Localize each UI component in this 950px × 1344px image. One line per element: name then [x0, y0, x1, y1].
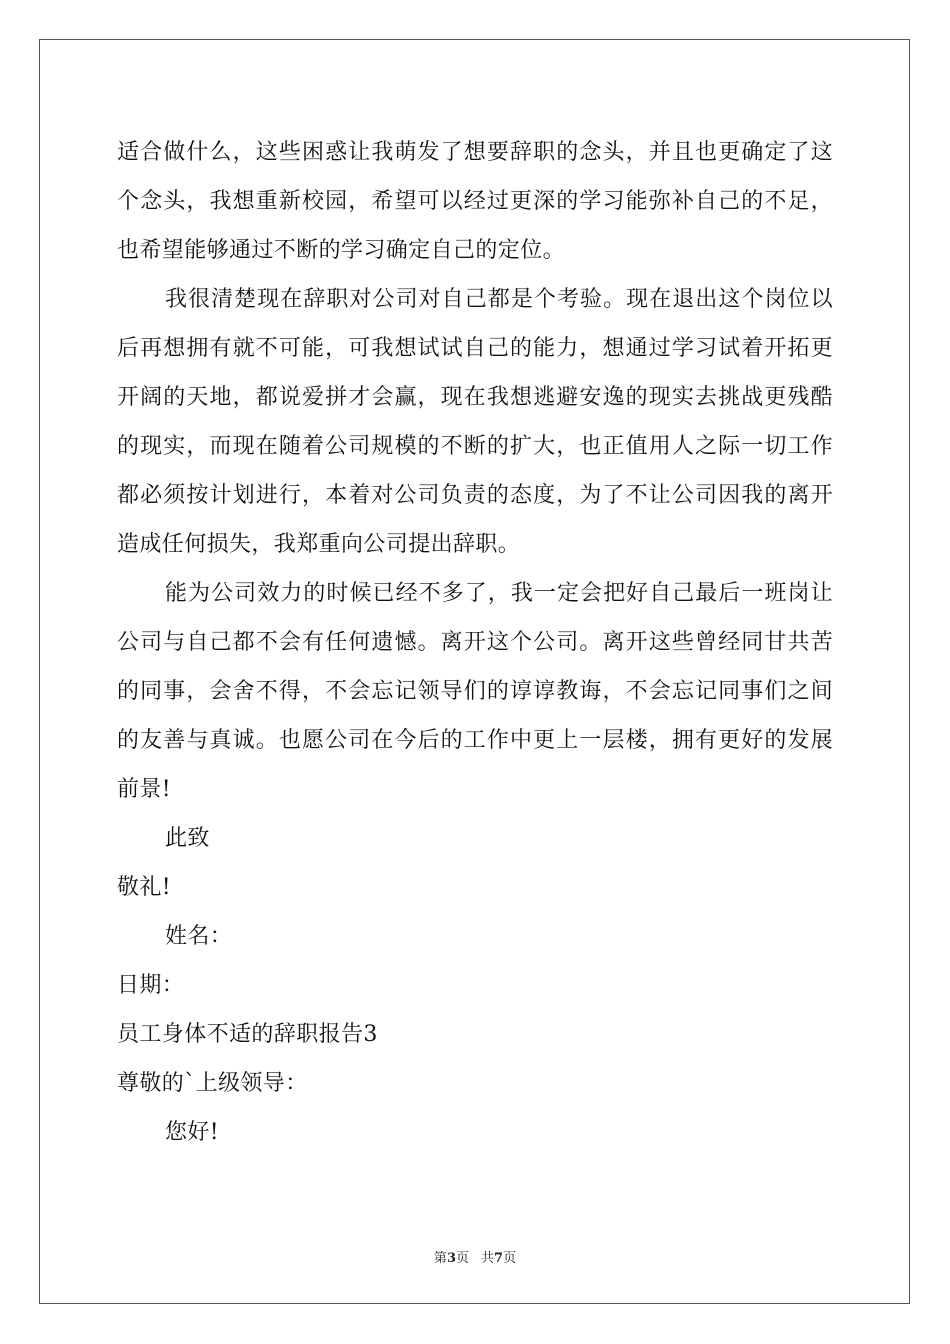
paragraph-2: 我很清楚现在辞职对公司对自己都是个考验。现在退出这个岗位以后再想拥有就不可能，可我想试试自己的能力，想通过学习试着开拓更开阔的天地，都说爱拼才会赢，现在我想逃避安逸的现实去挑战更残酷的现实，而现在随着公司规模的不断的扩大，也正值用人之际一切工作都必须按计划进行，本着对公司负责的态度，为了不让公司因我的离开造成任何损失，我郑重向公司提出辞职。 — [117, 287, 833, 557]
document-body — [117, 128, 833, 1157]
page-total: 7 — [494, 1251, 504, 1266]
date-label: 日期： — [117, 973, 185, 998]
name-label: 姓名： — [165, 924, 233, 949]
page-current: 3 — [446, 1251, 456, 1266]
section-title: 员工身体不适的辞职报告3 — [117, 1022, 378, 1047]
total-suffix: 页 — [503, 1251, 517, 1266]
page-prefix: 第 — [433, 1251, 447, 1266]
closing-line: 此致 — [165, 826, 210, 851]
salutation-recipient: 尊敬的`上级领导： — [117, 1071, 308, 1096]
page-suffix: 页 — [455, 1251, 469, 1266]
greeting-line: 您好! — [165, 1120, 220, 1145]
total-prefix: 共 — [481, 1251, 495, 1266]
paragraph-3: 能为公司效力的时候已经不多了，我一定会把好自己最后一班岗让公司与自己都不会有任何遗憾。离开这个公司。离开这些曾经同甘共苦的同事，会舍不得，不会忘记领导们的谆谆教诲，不会忘记同事们之间的友善与真诚。也愿公司在今后的工作中更上一层楼，拥有更好的发展前景! — [117, 581, 833, 802]
salute-line: 敬礼! — [117, 875, 172, 900]
paragraph-1: 适合做什么，这些困惑让我萌发了想要辞职的念头，并且也更确定了这个念头，我想重新校园，希望可以经过更深的学习能弥补自己的不足，也希望能够通过不断的学习确定自己的定位。 — [117, 140, 833, 263]
page-footer — [0, 1247, 950, 1266]
